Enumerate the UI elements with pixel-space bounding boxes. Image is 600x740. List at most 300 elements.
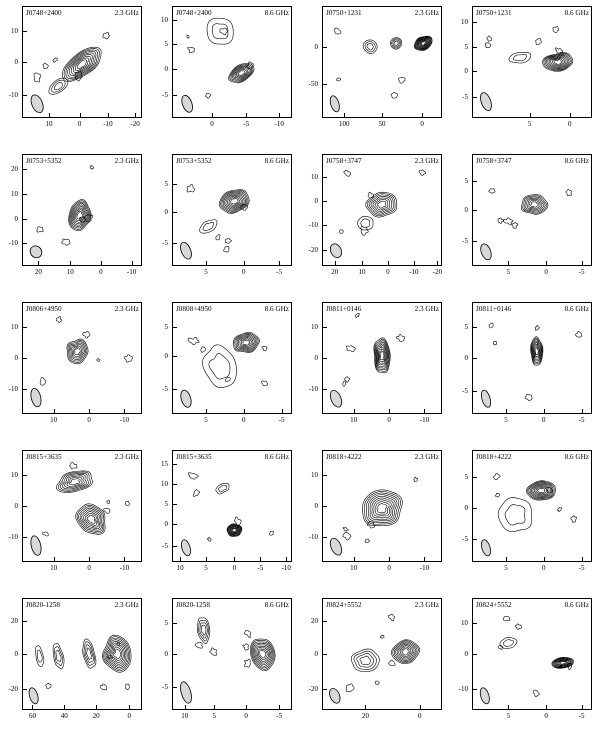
x-tick-label: 5 — [527, 120, 532, 128]
x-tick-label: 100 — [338, 120, 350, 128]
x-tick-label: -5 — [278, 416, 285, 424]
contour-panel — [300, 148, 450, 296]
y-tick-label: -5 — [462, 236, 468, 245]
y-tick-mark — [323, 506, 327, 507]
frequency-label: 2.3 GHz — [114, 9, 139, 17]
x-tick-label: 40 — [60, 712, 68, 720]
frequency-label: 8.6 GHz — [564, 9, 589, 17]
y-tick-mark — [323, 358, 327, 359]
source-label: J0824+5552 — [326, 601, 362, 609]
y-tick-label: 0 — [464, 504, 468, 513]
contour-plot-area — [323, 155, 441, 265]
y-tick-label: 5 — [464, 473, 468, 482]
x-tick-label: 10 — [181, 712, 189, 720]
contour-plot-area — [23, 599, 141, 709]
y-axis-ticks — [150, 154, 170, 266]
y-tick-mark — [23, 31, 27, 32]
y-tick-mark — [23, 95, 27, 96]
y-tick-mark — [473, 47, 477, 48]
x-tick-mark — [582, 261, 583, 265]
y-tick-label: -50 — [308, 80, 318, 88]
plot-box — [322, 450, 442, 562]
contour-plot-area — [173, 599, 291, 709]
contour-panel — [0, 592, 150, 740]
y-tick-mark — [473, 358, 477, 359]
y-axis-ticks — [150, 302, 170, 414]
x-tick-label: 5 — [212, 712, 217, 720]
frequency-label: 2.3 GHz — [114, 601, 139, 609]
contour-plot-area — [323, 7, 441, 117]
contour-panel — [300, 296, 450, 444]
x-tick-mark — [279, 705, 280, 709]
x-tick-label: 10 — [50, 416, 58, 424]
frequency-label: 8.6 GHz — [264, 305, 289, 313]
source-label: J0815+3635 — [176, 453, 212, 461]
x-tick-label: 10 — [358, 268, 366, 276]
y-tick-label: 10 — [461, 619, 468, 628]
x-axis-ticks — [172, 267, 292, 281]
contour-panel — [0, 148, 150, 296]
contour-plot-area — [173, 451, 291, 561]
contour-plot-area — [473, 599, 591, 709]
x-tick-label: -5 — [578, 268, 585, 276]
y-axis-ticks — [0, 450, 20, 562]
plot-box — [472, 154, 592, 266]
y-tick-mark — [473, 210, 477, 211]
y-axis-ticks — [300, 6, 320, 118]
x-tick-mark — [508, 705, 509, 709]
y-axis-ticks — [450, 302, 470, 414]
plot-box — [22, 302, 142, 414]
x-tick-mark — [129, 705, 130, 709]
x-tick-label: 0 — [87, 564, 91, 572]
x-tick-mark — [132, 261, 133, 265]
y-tick-label: 5 — [164, 619, 168, 628]
x-axis-ticks — [322, 415, 442, 429]
y-tick-mark — [23, 327, 27, 328]
contour-panel — [300, 444, 450, 592]
plot-box — [472, 450, 592, 562]
source-label: J0820-1258 — [176, 601, 210, 609]
x-tick-label: -10 — [119, 564, 130, 572]
y-tick-mark — [173, 389, 177, 390]
x-tick-mark — [206, 261, 207, 265]
x-tick-mark — [582, 409, 583, 413]
y-tick-label: 0 — [164, 650, 168, 658]
y-tick-label: 0 — [464, 650, 468, 658]
y-tick-mark — [473, 654, 477, 655]
y-tick-mark — [23, 194, 27, 195]
y-tick-label: 10 — [11, 27, 18, 36]
y-axis-ticks — [450, 6, 470, 118]
x-tick-mark — [279, 113, 280, 117]
x-tick-mark — [38, 261, 39, 265]
x-tick-label: -5 — [243, 120, 250, 128]
x-tick-mark — [389, 409, 390, 413]
plot-box — [322, 154, 442, 266]
source-label: J0811+0146 — [476, 305, 512, 313]
x-tick-label: 60 — [28, 712, 36, 720]
x-tick-mark — [389, 557, 390, 561]
frequency-label: 8.6 GHz — [564, 601, 589, 609]
x-tick-mark — [54, 409, 55, 413]
contour-plot-area — [473, 303, 591, 413]
y-tick-mark — [323, 250, 327, 251]
x-tick-label: 20 — [92, 712, 100, 720]
y-tick-mark — [173, 212, 177, 213]
contour-panel — [300, 0, 450, 148]
y-tick-label: 5 — [164, 323, 168, 332]
contour-panel — [0, 296, 150, 444]
source-label: J0753+5352 — [176, 157, 212, 165]
y-tick-mark — [23, 475, 27, 476]
x-tick-mark — [135, 113, 136, 117]
source-label: J0806+4950 — [26, 305, 62, 313]
x-tick-label: -5 — [257, 564, 264, 572]
contour-plot-area — [473, 451, 591, 561]
y-tick-mark — [173, 623, 177, 624]
x-axis-ticks — [22, 415, 142, 429]
y-tick-label: 10 — [311, 173, 318, 181]
source-label: J0820-1258 — [26, 601, 60, 609]
frequency-label: 8.6 GHz — [264, 157, 289, 165]
x-tick-mark — [214, 705, 215, 709]
x-tick-label: 10 — [66, 268, 74, 276]
x-tick-label: -20 — [130, 120, 140, 128]
x-tick-mark — [286, 557, 287, 561]
y-tick-label: 10 — [11, 323, 18, 332]
y-tick-mark — [173, 327, 177, 328]
x-tick-mark — [437, 261, 438, 265]
contour-plot-area — [23, 451, 141, 561]
x-tick-label: 0 — [420, 120, 424, 128]
y-axis-ticks — [150, 598, 170, 710]
contour-plot-area — [323, 303, 441, 413]
y-tick-mark — [173, 504, 177, 505]
contour-panel — [150, 444, 300, 592]
contour-plot-area — [23, 155, 141, 265]
x-axis-ticks — [472, 711, 592, 725]
y-tick-mark — [323, 475, 327, 476]
source-label: J0811+0146 — [326, 305, 362, 313]
x-tick-label: 5 — [504, 564, 508, 572]
y-tick-label: 5 — [164, 499, 168, 508]
x-tick-mark — [234, 557, 235, 561]
source-label: J0824+5552 — [476, 601, 512, 609]
y-tick-mark — [473, 97, 477, 98]
y-axis-ticks — [0, 598, 20, 710]
x-tick-label: 0 — [242, 416, 246, 424]
x-tick-label: -5 — [276, 712, 283, 720]
y-axis-ticks — [450, 598, 470, 710]
frequency-label: 2.3 GHz — [414, 157, 439, 165]
x-axis-ticks — [472, 563, 592, 577]
y-tick-mark — [23, 506, 27, 507]
y-tick-label: -10 — [308, 384, 318, 393]
x-tick-mark — [546, 261, 547, 265]
x-tick-label: 0 — [386, 268, 390, 276]
y-tick-mark — [23, 358, 27, 359]
y-tick-label: -10 — [8, 239, 18, 247]
x-axis-ticks — [22, 119, 142, 133]
x-tick-mark — [206, 557, 207, 561]
y-tick-mark — [473, 71, 477, 72]
x-tick-mark — [424, 409, 425, 413]
contour-plot-area — [173, 155, 291, 265]
y-axis-ticks — [0, 6, 20, 118]
plot-box — [22, 154, 142, 266]
x-axis-ticks — [322, 711, 442, 725]
x-tick-label: 10 — [45, 120, 53, 128]
x-tick-mark — [544, 557, 545, 561]
y-tick-label: -20 — [8, 685, 18, 694]
y-tick-mark — [23, 169, 27, 170]
plot-box — [472, 302, 592, 414]
y-tick-label: 10 — [161, 480, 168, 488]
plot-box — [472, 6, 592, 118]
y-tick-label: 5 — [464, 42, 468, 51]
y-tick-label: 10 — [311, 471, 318, 480]
x-tick-mark — [124, 557, 125, 561]
x-tick-mark — [582, 557, 583, 561]
x-tick-mark — [244, 261, 245, 265]
frequency-label: 2.3 GHz — [414, 453, 439, 461]
source-label: J0758+3747 — [476, 157, 512, 165]
y-tick-mark — [323, 621, 327, 622]
y-tick-label: 5 — [164, 179, 168, 188]
x-tick-mark — [508, 261, 509, 265]
x-tick-label: 20 — [34, 268, 42, 276]
y-tick-mark — [173, 243, 177, 244]
y-axis-ticks — [300, 450, 320, 562]
x-tick-label: 0 — [568, 120, 572, 128]
x-tick-label: 0 — [242, 268, 246, 276]
plot-box — [322, 302, 442, 414]
source-label: J0815+3635 — [26, 453, 62, 461]
frequency-label: 8.6 GHz — [264, 601, 289, 609]
x-tick-label: -5 — [578, 416, 585, 424]
x-tick-label: 0 — [542, 416, 546, 424]
contour-panel — [450, 296, 600, 444]
x-tick-label: -10 — [281, 564, 291, 572]
x-tick-mark — [582, 705, 583, 709]
source-label: J0748+2400 — [26, 9, 62, 17]
y-tick-label: 0 — [164, 64, 168, 73]
y-tick-mark — [173, 44, 177, 45]
y-tick-label: 0 — [14, 58, 18, 66]
x-tick-mark — [180, 557, 181, 561]
y-tick-label: 10 — [311, 323, 318, 332]
y-tick-label: -10 — [458, 685, 468, 694]
y-tick-mark — [23, 689, 27, 690]
y-tick-mark — [23, 243, 27, 244]
x-tick-mark — [282, 409, 283, 413]
y-axis-ticks — [0, 154, 20, 266]
y-tick-label: -5 — [462, 535, 468, 543]
x-axis-ticks — [22, 711, 142, 725]
x-tick-mark — [108, 113, 109, 117]
frequency-label: 2.3 GHz — [114, 305, 139, 313]
x-tick-label: 0 — [387, 416, 391, 424]
y-tick-label: 10 — [461, 18, 468, 27]
source-label: J0750+1231 — [326, 9, 362, 17]
x-tick-mark — [354, 557, 355, 561]
x-tick-label: 0 — [542, 564, 546, 572]
y-tick-mark — [23, 621, 27, 622]
plot-box — [22, 6, 142, 118]
y-tick-label: 0 — [14, 214, 18, 223]
contour-panel — [0, 0, 150, 148]
y-axis-ticks — [450, 154, 470, 266]
x-tick-mark — [260, 557, 261, 561]
y-tick-mark — [323, 177, 327, 178]
plot-box — [172, 598, 292, 710]
frequency-label: 2.3 GHz — [114, 453, 139, 461]
x-tick-mark — [246, 113, 247, 117]
x-tick-mark — [54, 557, 55, 561]
frequency-label: 8.6 GHz — [564, 305, 589, 313]
x-tick-mark — [96, 705, 97, 709]
x-tick-label: 5 — [204, 268, 208, 276]
x-tick-mark — [544, 409, 545, 413]
plot-box — [22, 450, 142, 562]
y-tick-label: 0 — [314, 354, 318, 362]
y-tick-label: 0 — [464, 206, 468, 214]
y-tick-mark — [323, 389, 327, 390]
x-tick-mark — [414, 261, 415, 265]
x-tick-label: -10 — [119, 416, 130, 424]
y-tick-mark — [173, 546, 177, 547]
x-tick-label: 10 — [50, 564, 58, 572]
x-axis-ticks — [472, 119, 592, 133]
x-tick-label: -5 — [276, 268, 283, 276]
y-tick-label: 0 — [14, 502, 18, 510]
x-axis-ticks — [22, 563, 142, 577]
x-tick-label: 0 — [387, 564, 391, 572]
x-tick-mark — [124, 409, 125, 413]
x-tick-mark — [506, 557, 507, 561]
plot-box — [172, 450, 292, 562]
x-tick-label: 0 — [418, 712, 422, 720]
y-axis-ticks — [150, 6, 170, 118]
x-tick-mark — [388, 261, 389, 265]
x-tick-label: -5 — [578, 712, 585, 720]
source-label: J0818+4222 — [326, 453, 362, 461]
y-tick-mark — [173, 356, 177, 357]
x-tick-label: 0 — [99, 268, 103, 276]
x-tick-mark — [244, 409, 245, 413]
y-tick-label: -20 — [308, 685, 318, 694]
y-tick-label: -10 — [8, 91, 18, 99]
x-tick-label: 0 — [210, 120, 214, 128]
y-tick-mark — [173, 69, 177, 70]
contour-panel — [150, 148, 300, 296]
y-tick-label: 0 — [164, 208, 168, 217]
y-tick-label: -10 — [8, 384, 18, 393]
y-tick-mark — [323, 327, 327, 328]
x-tick-mark — [335, 261, 336, 265]
y-tick-label: -5 — [162, 239, 168, 247]
x-tick-label: -10 — [419, 564, 430, 572]
x-tick-mark — [354, 409, 355, 413]
y-tick-mark — [473, 181, 477, 182]
x-tick-label: -10 — [419, 416, 430, 424]
x-tick-mark — [32, 705, 33, 709]
y-tick-label: 5 — [464, 323, 468, 332]
y-tick-label: 0 — [164, 519, 168, 528]
x-tick-label: 0 — [232, 564, 237, 572]
y-tick-mark — [23, 62, 27, 63]
x-tick-mark — [206, 409, 207, 413]
source-label: J0758+3747 — [326, 157, 362, 165]
y-axis-ticks — [0, 302, 20, 414]
y-tick-mark — [473, 477, 477, 478]
x-tick-mark — [89, 409, 90, 413]
y-tick-label: 0 — [314, 42, 318, 51]
y-tick-mark — [173, 524, 177, 525]
source-label: J0808+4950 — [176, 305, 212, 313]
x-tick-mark — [362, 261, 363, 265]
x-tick-label: 20 — [361, 712, 369, 720]
y-tick-label: -5 — [162, 683, 168, 691]
x-tick-mark — [546, 705, 547, 709]
y-tick-mark — [323, 84, 327, 85]
y-axis-ticks — [300, 598, 320, 710]
x-tick-mark — [424, 557, 425, 561]
y-tick-mark — [173, 654, 177, 655]
y-tick-label: -10 — [8, 532, 18, 541]
x-tick-label: -10 — [409, 268, 419, 276]
contour-panel — [450, 0, 600, 148]
plot-box — [172, 6, 292, 118]
y-tick-label: -5 — [162, 91, 168, 99]
y-tick-label: 0 — [314, 650, 318, 658]
plot-box — [172, 154, 292, 266]
x-tick-label: 0 — [87, 416, 91, 424]
y-tick-mark — [323, 47, 327, 48]
x-tick-label: -10 — [103, 120, 113, 128]
y-axis-ticks — [300, 154, 320, 266]
y-tick-label: 20 — [311, 617, 318, 625]
frequency-label: 8.6 GHz — [264, 9, 289, 17]
y-tick-label: 10 — [11, 471, 18, 480]
y-tick-mark — [323, 689, 327, 690]
x-tick-label: -5 — [578, 564, 585, 572]
x-tick-mark — [80, 113, 81, 117]
y-tick-mark — [473, 391, 477, 392]
x-axis-ticks — [172, 415, 292, 429]
x-axis-ticks — [472, 415, 592, 429]
contour-plot-area — [323, 599, 441, 709]
y-tick-label: 0 — [314, 197, 318, 206]
y-tick-mark — [473, 241, 477, 242]
x-tick-mark — [64, 705, 65, 709]
contour-panel — [0, 444, 150, 592]
y-axis-ticks — [450, 450, 470, 562]
contour-panel — [450, 148, 600, 296]
frequency-label: 2.3 GHz — [414, 601, 439, 609]
y-tick-label: 10 — [161, 16, 168, 25]
source-label: J0748+2400 — [176, 9, 212, 17]
y-tick-label: 10 — [11, 189, 18, 198]
y-tick-mark — [23, 654, 27, 655]
x-tick-label: 5 — [506, 712, 511, 720]
source-label: J0750+1231 — [476, 9, 512, 17]
y-tick-label: -5 — [462, 387, 468, 395]
y-tick-mark — [473, 327, 477, 328]
frequency-label: 2.3 GHz — [414, 9, 439, 17]
x-tick-label: 0 — [244, 712, 248, 720]
